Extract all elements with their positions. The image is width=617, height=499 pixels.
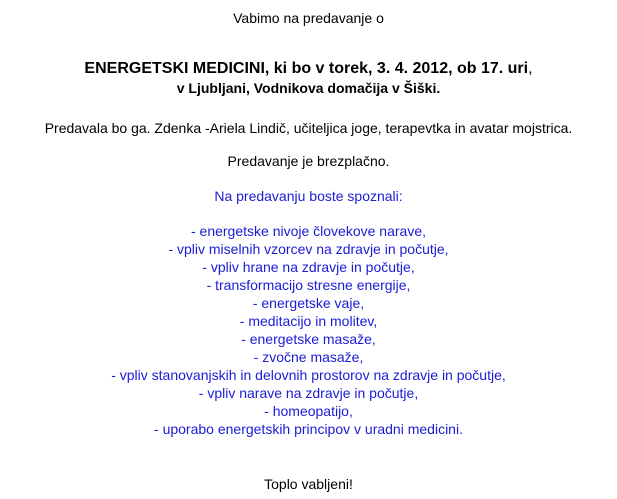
- list-item: - meditacijo in molitev,: [239, 313, 378, 329]
- list-item: - energetske vaje,: [252, 295, 365, 311]
- lecturer-text: Predavala bo ga. Zdenka -Ariela Lindič, učiteljica joge, terapevtka in avatar mojstrica.: [44, 120, 573, 136]
- list-item: - vpliv stanovanjskih in delovnih prostorov na zdravje in počutje,: [111, 367, 506, 383]
- list-item: - vpliv narave na zdravje in počutje,: [198, 385, 419, 401]
- event-location: v Ljubljani, Vodnikova domačija v Šiški.: [176, 80, 441, 96]
- learn-heading: Na predavanju boste spoznali:: [214, 188, 403, 204]
- list-item: - transformacijo stresne energije,: [206, 277, 411, 293]
- event-title-comma: ,: [528, 60, 533, 77]
- event-title: [0, 59, 617, 79]
- list-item: - energetske nivoje človekove narave,: [190, 223, 427, 239]
- list-item: - vpliv hrane na zdravje in počutje,: [202, 259, 415, 275]
- list-item: - vpliv miselnih vzorcev na zdravje in počutje,: [168, 241, 449, 257]
- closing-text: Toplo vabljeni!: [264, 476, 353, 492]
- list-item: - zvočne masaže,: [253, 349, 364, 365]
- event-title-text: ENERGETSKI MEDICINI, ki bo v torek, 3. 4. 2012, ob 17. uri: [84, 60, 529, 77]
- intro-text: Vabimo na predavanje o: [233, 10, 384, 26]
- list-item: - uporabo energetskih principov v uradni medicini.: [154, 421, 463, 437]
- list-item: - energetske masaže,: [241, 331, 376, 347]
- free-admission-text: Predavanje je brezplačno.: [227, 153, 390, 169]
- list-item: - homeopatijo,: [264, 403, 353, 419]
